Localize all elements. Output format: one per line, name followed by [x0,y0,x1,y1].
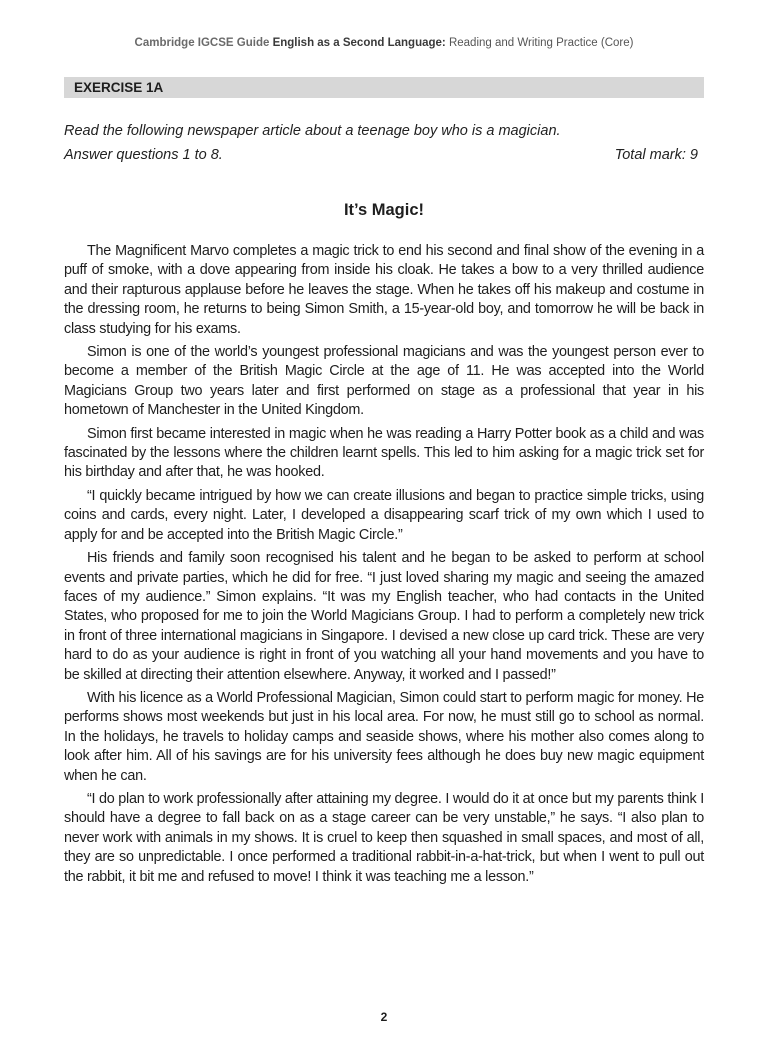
article-paragraph: Simon first became interested in magic when he was reading a Harry Potter book as a child and was fascinated by the lessons where the children learnt spells. This led to him asking for a magic trick set for his birthday and after that, he was hooked. [64,425,704,481]
header-subtitle: Reading and Writing Practice (Core) [448,37,634,49]
page-number: 2 [380,1010,388,1024]
header-subject: English as a Second Language: [272,37,446,49]
instructions [64,119,698,167]
article-paragraph: The Magnificent Marvo completes a magic trick to end his second and final show of the evening in a puff of smoke, with a dove appearing from inside his cloak. He takes a bow to a very thrilled audience and their rapturous applause before he leaves the stage. When he takes off his makeup and costume in the dressing room, he returns to being Simon Smith, a 15-year-old boy, and tomorrow he will be back in class studying for his exams. [64,243,704,337]
article-body [64,242,704,891]
instructions-line-1 [64,119,698,143]
instruction-text: Read the following newspaper article about a teenage boy who is a magician. [64,123,561,139]
running-header [0,37,768,49]
article-paragraph: With his licence as a World Professional Magician, Simon could start to perform magic for money. He performs shows most weekends but just in his local area. For now, he must still go to school as normal. In the holidays, he travels to holiday camps and seaside shows, where his mother also comes along to look after him. All of his savings are for his university fees although he does buy new magic equipment when he can. [64,689,704,784]
article-paragraph: “I do plan to work professionally after attaining my degree. I would do it at once but my parents think I should have a degree to fall back on as a stage career can be very unstable,” he says. “I also plan to never work with animals in my shows. It is cruel to keep then squashed in small spaces, and most of all, they are so unpredictable. I once performed a traditional rabbit-in-a-hat-trick, but when I went to pull out the rabbit, it bit me and refused to move! I think it was teaching me a lesson.” [64,790,704,885]
article-paragraph: Simon is one of the world’s youngest professional magicians and was the youngest person ever to become a member of the British Magic Circle at the age of 11. He was accepted into the World Magicians Group two years later and first performed on stage as a professional that year in his hometown of Manchester in the United Kingdom. [64,344,704,419]
instructions-line-2 [64,143,698,167]
answer-questions-text: Answer questions 1 to 8. [64,147,223,163]
header-series: Cambridge IGCSE Guide [134,37,270,49]
total-mark: Total mark: 9 [614,147,698,163]
article-paragraph: His friends and family soon recognised his talent and he began to be asked to perform at school events and private parties, which he did for free. “I just loved sharing my magic and seeing the amazed faces of my audience.” Simon explains. “It was my English teacher, who had contacts in the United States, who proposed for me to join the World Magicians Group. I had to perform a completely new trick in front of three international magicians in Singapore. I devised a new close up card trick. These are very hard to do as your audience is right in front of you watching all your hand movements and you have to be skilled at directing their attention elsewhere. Anyway, it worked and I passed!” [64,550,704,683]
article-paragraph: “I quickly became intrigued by how we can create illusions and began to practice simple tricks, using coins and cards, every night. Later, I developed a disappearing scarf trick of my own which I used to apply for and be accepted into the British Magic Circle.” [64,487,704,543]
exercise-heading: EXERCISE 1A [64,77,704,98]
article-title: It’s Magic! [343,201,425,219]
